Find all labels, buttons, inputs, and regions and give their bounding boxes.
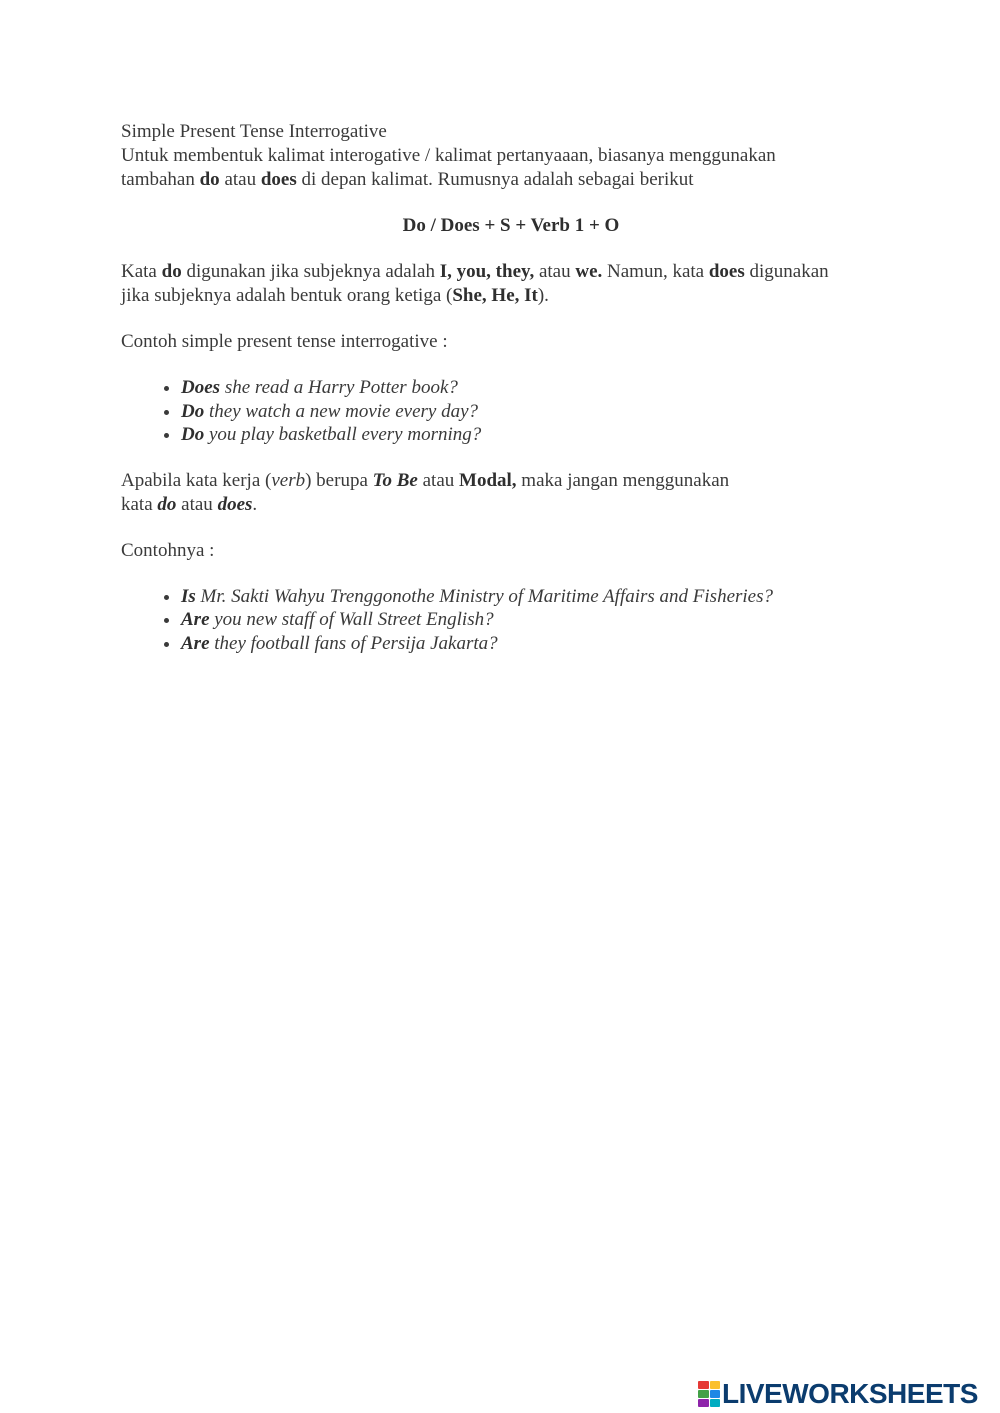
document-body xyxy=(121,120,901,655)
examples-list xyxy=(121,376,901,447)
list-item: • Are they football fans of Persija Jakarta? xyxy=(181,632,901,656)
formula: Do / Does + S + Verb 1 + O xyxy=(402,215,620,236)
list-item: • Is Mr. Sakti Wahyu Trenggonothe Ministry of Maritime Affairs and Fisheries? xyxy=(181,585,901,609)
document-title: Simple Present Tense Interrogative xyxy=(121,121,387,142)
examples-intro: Contoh simple present tense interrogative : xyxy=(121,331,448,352)
usage-line-1: Kata do digunakan jika subjeknya adalah I, you, they, atau we. Namun, kata does digunakan xyxy=(121,261,829,282)
list-item: • Does she read a Harry Potter book? xyxy=(181,376,901,400)
intro-line-1: Untuk membentuk kalimat interogative / kalimat pertanyaaan, biasanya menggunakan xyxy=(121,145,776,166)
list-item: • Do they watch a new movie every day? xyxy=(181,400,901,424)
tobe-line-2: kata do atau does. xyxy=(121,493,258,515)
intro-line-2: tambahan do atau does di depan kalimat. Rumusnya adalah sebagai berikut xyxy=(121,169,694,190)
liveworksheets-icon xyxy=(698,1381,720,1407)
usage-line-2: jika subjeknya adalah bentuk orang ketiga (She, He, It). xyxy=(121,285,549,306)
tobe-line-1: Apabila kata kerja (verb) berupa To Be atau Modal, maka jangan menggunakan xyxy=(121,469,730,491)
list-item: • Are you new staff of Wall Street English? xyxy=(181,608,901,632)
examples2-list xyxy=(121,585,901,656)
liveworksheets-logo xyxy=(698,1378,978,1410)
list-item: • Do you play basketball every morning? xyxy=(181,423,901,447)
examples2-intro: Contohnya : xyxy=(121,539,215,561)
logo-text: LIVEWORKSHEETS xyxy=(722,1378,978,1409)
